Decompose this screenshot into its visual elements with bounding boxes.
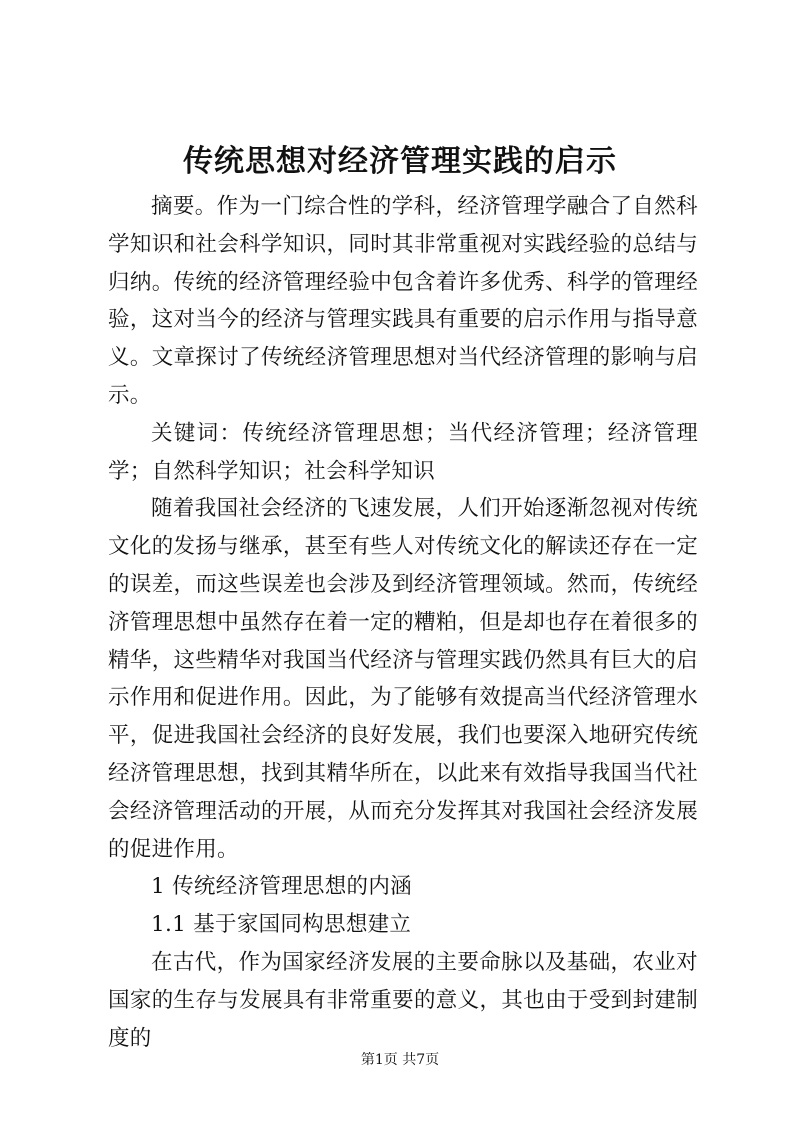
- section-1-1-heading: 1.1 基于家国同构思想建立: [151, 912, 412, 938]
- document-body: [108, 188, 698, 1057]
- keywords-paragraph: 关键词：传统经济管理思想；当代经济管理；经济管理学；自然科学知识；社会科学知识: [108, 420, 698, 484]
- document-title: 传统思想对经济管理实践的启示: [183, 144, 617, 179]
- section-1-heading: 1 传统经济管理思想的内涵: [151, 874, 412, 900]
- section-1-1-paragraph: 在古代，作为国家经济发展的主要命脉以及基础，农业对国家的生存与发展具有非常重要的意义，其也由于受到封建制度的: [108, 949, 698, 1051]
- intro-paragraph: 随着我国社会经济的飞速发展，人们开始逐渐忽视对传统文化的发扬与继承，甚至有些人对传统文化的解读还存在一定的误差，而这些误差也会涉及到经济管理领域。然而，传统经济管理思想中虽然存在着一定的糟粕，但是却也存在着很多的精华，这些精华对我国当代经济与管理实践仍然具有巨大的启示作用和促进作用。因此，为了能够有效提高当代经济管理水平，促进我国社会经济的良好发展，我们也要深入地研究传统经济管理思想，找到其精华所在，以此来有效指导我国当代社会经济管理活动的开展，从而充分发挥其对我国社会经济发展的促进作用。: [108, 496, 698, 862]
- abstract-paragraph: 摘要。作为一门综合性的学科，经济管理学融合了自然科学知识和社会科学知识，同时其非常重视对实践经验的总结与归纳。传统的经济管理经验中包含着许多优秀、科学的管理经验，这对当今的经济与管理实践具有重要的启示作用与指导意义。文章探讨了传统经济管理思想对当代经济管理的影响与启示。: [108, 194, 698, 408]
- page-footer: 第1页 共7页: [360, 1052, 440, 1068]
